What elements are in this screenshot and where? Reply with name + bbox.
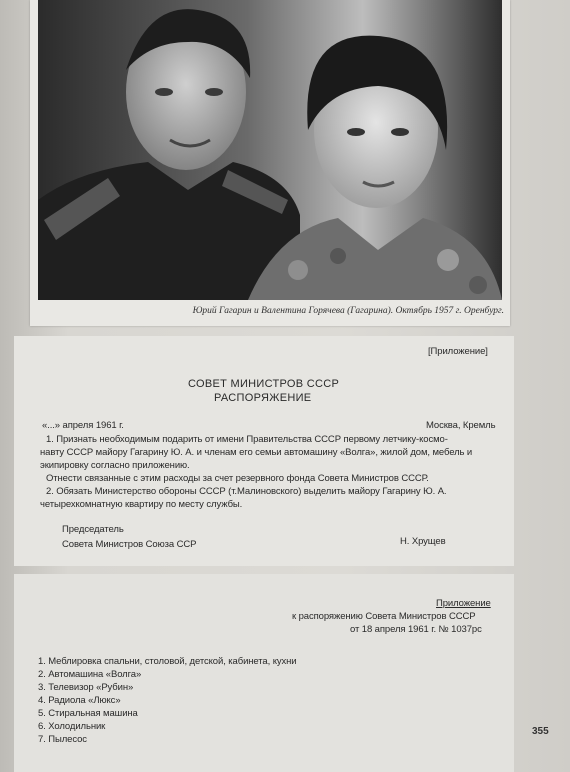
- signatory-label: Совета Министров Союза ССР: [62, 539, 197, 550]
- annex-subtitle: от 18 апреля 1961 г. № 1037рс: [350, 624, 482, 635]
- document-date: «...» апреля 1961 г.: [42, 420, 124, 431]
- annex-title: Приложение: [436, 598, 491, 609]
- annex-list-item: 2. Автомашина «Волга»: [38, 669, 142, 680]
- document-title: СОВЕТ МИНИСТРОВ СССР: [188, 378, 340, 390]
- annex-list-item: 1. Меблировка спальни, столовой, детской, кабинета, кухни: [38, 656, 297, 667]
- document-line: Отнести связанные с этим расходы за счет резервного фонда Совета Министров СССР.: [46, 473, 429, 484]
- annex-subtitle: к распоряжению Совета Министров СССР: [292, 611, 476, 622]
- annex-list-item: 5. Стиральная машина: [38, 708, 138, 719]
- portrait-photo: [38, 0, 502, 300]
- document-subtitle: РАСПОРЯЖЕНИЕ: [214, 392, 312, 404]
- signatory-label: Председатель: [62, 524, 124, 535]
- page-number: 355: [532, 726, 549, 737]
- annex-list-item: 3. Телевизор «Рубин»: [38, 682, 134, 693]
- photo-caption: Юрий Гагарин и Валентина Горячева (Гагарина). Октябрь 1957 г. Оренбург.: [192, 306, 504, 316]
- document-line: 2. Обязать Министерство обороны СССР (т.Малиновского) выделить майору Гагарину Ю. А.: [46, 486, 447, 497]
- photo-illustration: [38, 0, 502, 300]
- document-place: Москва, Кремль: [426, 420, 496, 431]
- annex-mark: [Приложение]: [428, 346, 488, 357]
- document-line: навту СССР майору Гагарину Ю. А. и членам его семьи автомашину «Волга», жилой дом, мебель и: [40, 447, 473, 458]
- signatory-name: Н. Хрущев: [400, 536, 446, 547]
- annex-list-item: 6. Холодильник: [38, 721, 106, 732]
- annex-list-item: 4. Радиола «Люкс»: [38, 695, 121, 706]
- document-line: четырехкомнатную квартиру по месту службы.: [40, 499, 243, 510]
- document-line: экипировку согласно приложению.: [40, 460, 190, 471]
- document-line: 1. Признать необходимым подарить от имени Правительства СССР первому летчику-космо-: [46, 434, 448, 445]
- annex-list-item: 7. Пылесос: [38, 734, 87, 745]
